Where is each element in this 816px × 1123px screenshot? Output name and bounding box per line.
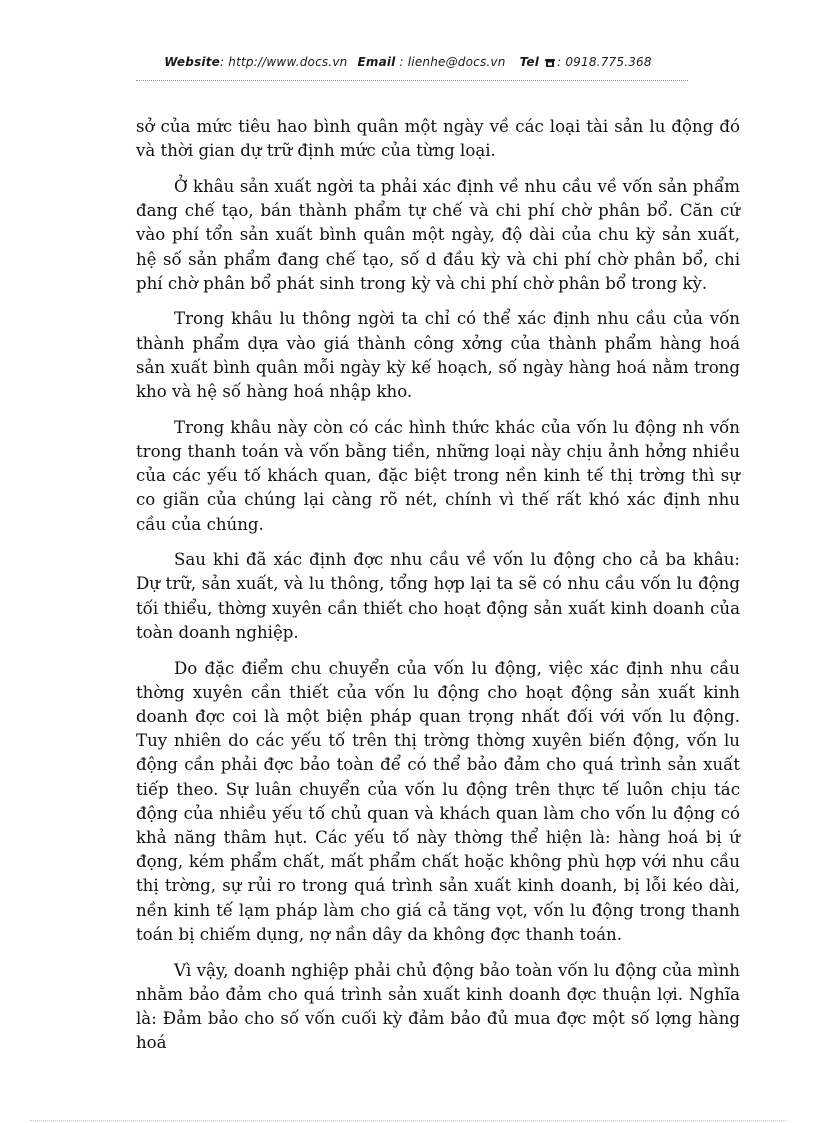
paragraph: Do đặc điểm chu chuyển của vốn lu động, việc xác định nhu cầu thờng xuyên cần thiết của vốn lu động cho hoạt động sản xuất kinh doanh đợc coi là một biện pháp quan trọng nhất đối với vốn lu động. Tuy nhiên do các yếu tố trên thị trờng thờng xuyên biến động, vốn lu động cần phải đợc bảo toàn để có thể bảo đảm cho quá trình sản xuất tiếp theo. Sự luân chuyển của vốn lu động trên thực tế luôn chịu tác động của nhiều yếu tố chủ quan và khách quan làm cho vốn lu động có khả năng thâm hụt. Các yếu tố này thờng thể hiện là: hàng hoá bị ứ đọng, kém phẩm chất, mất phẩm chất hoặc không phù hợp với nhu cầu thị trờng, sự rủi ro trong quá trình sản xuất kinh doanh, bị lỗi kéo dài, nền kinh tế lạm pháp làm cho giá cả tăng vọt, vốn lu động trong thanh toán bị chiếm dụng, nợ nần dây da không đợc thanh toán. (136, 658, 740, 944)
paragraph: Trong khâu lu thông ngời ta chỉ có thể xác định nhu cầu của vốn thành phẩm dựa vào giá thành công xởng của thành phẩm hàng hoá sản xuất bình quân mỗi ngày kỳ kế hoạch, số ngày hàng hoá nằm trong kho và hệ số hàng hoá nhập kho. (136, 309, 740, 402)
tel-label: Tel (519, 55, 540, 69)
header-divider (136, 80, 688, 81)
tel-number: : 0918.775.368 (557, 55, 652, 69)
website-url[interactable]: : http://www.docs.vn (220, 55, 348, 69)
paragraph: Ở khâu sản xuất ngời ta phải xác định về nhu cầu về vốn sản phẩm đang chế tạo, bán thành phẩm tự chế và chi phí chờ phân bổ. Căn cứ vào phí tổn sản xuất bình quân một ngày, độ dài của chu kỳ sản xuất, hệ số sản phẩm đang chế tạo, số d đầu kỳ và chi phí chờ phân bổ, chi phí chờ phân bổ phát sinh trong kỳ và chi phí chờ phân bổ trong kỳ. (136, 176, 740, 293)
phone-icon (545, 58, 555, 67)
footer-divider (30, 1120, 786, 1121)
email-label: Email (357, 55, 396, 69)
email-address[interactable]: : lienhe@docs.vn (399, 55, 506, 69)
paragraph: Trong khâu này còn có các hình thức khác của vốn lu động nh vốn trong thanh toán và vốn bằng tiền, những loại này chịu ảnh hởng nhiều của các yếu tố khách quan, đặc biệt trong nền kinh tế thị trờng thì sự co giãn của chúng lại càng rõ nét, chính vì thế rất khó xác định nhu cầu của chúng. (136, 417, 740, 534)
paragraph: Vì vậy, doanh nghiệp phải chủ động bảo toàn vốn lu động của mình nhằm bảo đảm cho quá trình sản xuất kinh doanh đợc thuận lợi. Nghĩa là: Đảm bảo cho số vốn cuối kỳ đảm bảo đủ mua đợc một số lợng hàng hoá (136, 960, 740, 1053)
page-header (0, 55, 816, 69)
paragraph: sở của mức tiêu hao bình quân một ngày về các loại tài sản lu động đó và thời gian dự trữ định mức của từng loại. (136, 117, 740, 161)
document-body (136, 115, 740, 1067)
paragraph: Sau khi đã xác định đợc nhu cầu về vốn lu động cho cả ba khâu: Dự trữ, sản xuất, và lu thông, tổng hợp lại ta sẽ có nhu cầu vốn lu động tối thiểu, thờng xuyên cần thiết cho hoạt động sản xuất kinh doanh của toàn doanh nghiệp. (136, 550, 740, 642)
website-label: Website (164, 55, 220, 69)
